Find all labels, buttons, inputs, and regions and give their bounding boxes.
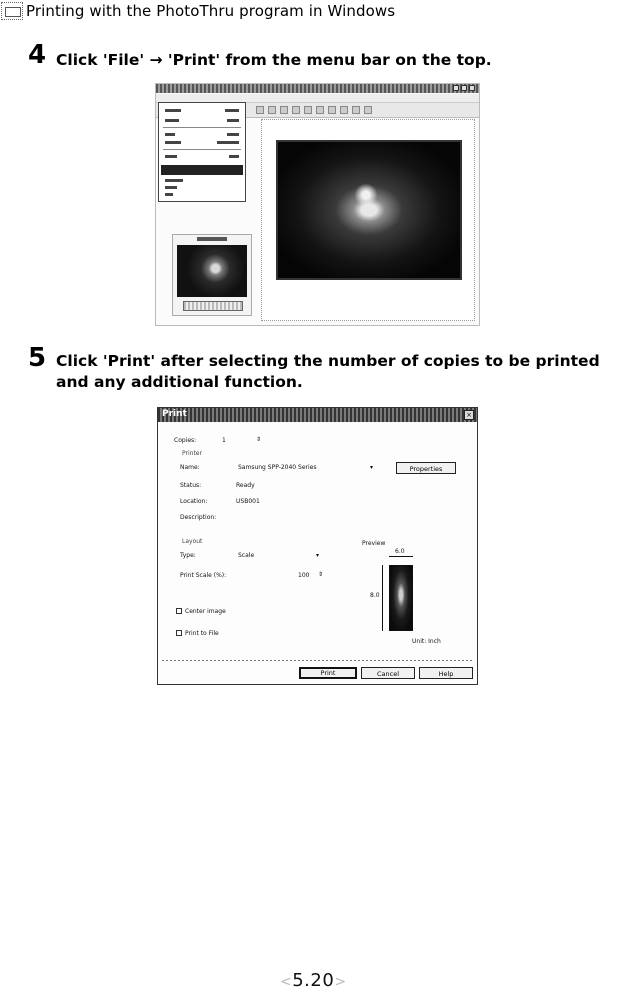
page-header-title: Printing with the PhotoThru program in Windows [26, 2, 396, 20]
print-dialog [157, 407, 478, 685]
print-button[interactable]: Print [299, 667, 357, 679]
preview-height-ruler [382, 565, 383, 631]
printer-icon [1, 2, 23, 20]
cancel-button[interactable]: Cancel [361, 667, 415, 679]
copies-input[interactable]: 1 [222, 437, 226, 444]
preview-label: Preview [362, 540, 386, 547]
chevron-down-icon[interactable]: ▾ [370, 464, 374, 471]
file-menu [158, 102, 246, 202]
step-5-text-line2: and any additional function. [56, 373, 303, 391]
type-select[interactable]: Scale [238, 552, 255, 559]
toolbar-icon [280, 106, 288, 114]
step-4-text: Click 'File' → 'Print' from the menu bar on the top. [56, 51, 492, 69]
step-5-text-line1: Click 'Print' after selecting the number of copies to be printed [56, 352, 600, 370]
toolbar-icon [340, 106, 348, 114]
printer-name-select[interactable]: Samsung SPP-2040 Series [238, 464, 317, 471]
photothru-file-menu-screenshot [155, 83, 480, 326]
status-label: Status: [180, 482, 202, 489]
dialog-titlebar [158, 408, 477, 422]
maximize-icon [461, 85, 467, 91]
layout-group-label: Layout [182, 538, 203, 545]
location-value: USB001 [236, 498, 260, 505]
page-header [0, 0, 628, 24]
page-number [280, 970, 347, 991]
name-label: Name: [180, 464, 200, 471]
thumbnail-button[interactable] [183, 301, 243, 311]
preview-width-ruler [389, 556, 413, 557]
original-image-panel [172, 234, 252, 316]
toolbar-icon [364, 106, 372, 114]
print-scale-label: Print Scale (%): [180, 572, 227, 579]
step-4-number: 4 [28, 40, 47, 70]
chevron-down-icon[interactable]: ▾ [316, 552, 320, 559]
unit-label: Unit: Inch [412, 638, 441, 645]
toolbar-icon [352, 106, 360, 114]
description-label: Description: [180, 514, 217, 521]
page-number-text: 5.20 [292, 970, 335, 991]
toolbar-icon [304, 106, 312, 114]
toolbar-icon [256, 106, 264, 114]
toolbar-icon [268, 106, 276, 114]
preview-width: 6.0 [395, 548, 405, 555]
print-to-file-checkbox[interactable] [176, 630, 182, 636]
window-titlebar [156, 84, 479, 93]
thumbnail-image [177, 245, 247, 297]
help-button[interactable]: Help [419, 667, 473, 679]
status-value: Ready [236, 482, 255, 489]
print-preview-image [389, 565, 413, 631]
menu-item-print[interactable] [161, 165, 243, 175]
print-scale-input[interactable]: 100 [298, 572, 310, 579]
toolbar-icon [316, 106, 324, 114]
location-label: Location: [180, 498, 208, 505]
properties-button[interactable]: Properties [396, 462, 456, 474]
center-image-label: Center image [185, 608, 226, 615]
step-5-number: 5 [28, 343, 47, 373]
preview-height: 8.0 [370, 592, 380, 599]
preview-photo [276, 140, 462, 280]
printer-group-label: Printer [182, 450, 202, 457]
print-to-file-label: Print to File [185, 630, 219, 637]
dialog-title: Print [162, 409, 187, 419]
close-icon [469, 85, 475, 91]
page-decoration-left: < [280, 974, 293, 990]
copies-spinner-icon[interactable]: ⇕ [256, 436, 262, 443]
dialog-separator [162, 660, 474, 661]
copies-label: Copies: [174, 437, 197, 444]
type-label: Type: [180, 552, 196, 559]
scale-spinner-icon[interactable]: ⇕ [318, 571, 324, 578]
toolbar-icon [328, 106, 336, 114]
close-icon[interactable]: × [464, 410, 474, 420]
page-decoration-right: > [334, 974, 347, 990]
toolbar-icon [292, 106, 300, 114]
minimize-icon [453, 85, 459, 91]
center-image-checkbox[interactable] [176, 608, 182, 614]
